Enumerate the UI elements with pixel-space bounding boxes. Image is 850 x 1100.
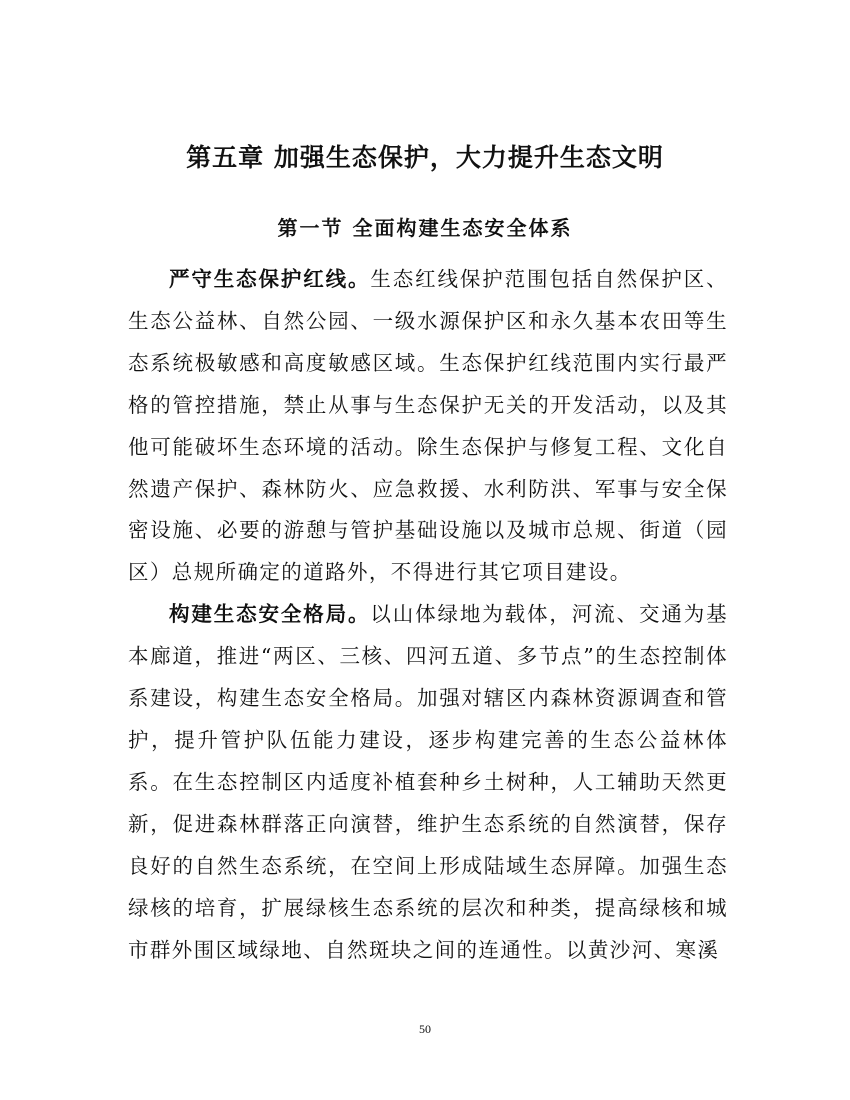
chapter-title: 第五章 加强生态保护，大力提升生态文明 (186, 143, 664, 172)
body-text (128, 259, 728, 971)
paragraph-ecological-security-pattern (128, 594, 728, 971)
paragraph-text: 生态红线保护范围包括自然保护区、生态公益林、自然公园、一级水源保护区和永久基本农田等生态系统极敏感和高度敏感区域。生态保护红线范围内实行最严格的管控措施，禁止从事与生态保护无关的开发活动，以及其他可能破坏生态环境的活动。除生态保护与修复工程、文化自然遗产保护、森林防火、应急救援、水利防洪、军事与安全保密设施、必要的游憩与管护基础设施以及城市总规、街道（园区）总规所确定的道路外，不得进行其它项目建设。 (128, 267, 728, 585)
paragraph-ecological-red-line (128, 259, 728, 594)
page-number: 50 (419, 1022, 431, 1036)
paragraph-lead: 严守生态保护红线。 (169, 267, 371, 291)
section-title: 第一节 全面构建生态安全体系 (277, 216, 573, 240)
paragraph-lead: 构建生态安全格局。 (169, 602, 371, 627)
paragraph-text: 以山体绿地为载体，河流、交通为基本廊道，推进“两区、三核、四河五道、多节点”的生态控制体系建设，构建生态安全格局。加强对辖区内森林资源调查和管护，提升管护队伍能力建设，逐步构建完善的生态公益林体系。在生态控制区内适度补植套种乡土树种，人工辅助天然更新，促进森林群落正向演替，维护生态系统的自然演替，保存良好的自然生态系统，在空间上形成陆域生态屏障。加强生态绿核的培育，扩展绿核生态系统的层次和种类，提高绿核和城市群外围区域绿地、自然斑块之间的连通性。以黄沙河、寒溪 (128, 602, 728, 962)
